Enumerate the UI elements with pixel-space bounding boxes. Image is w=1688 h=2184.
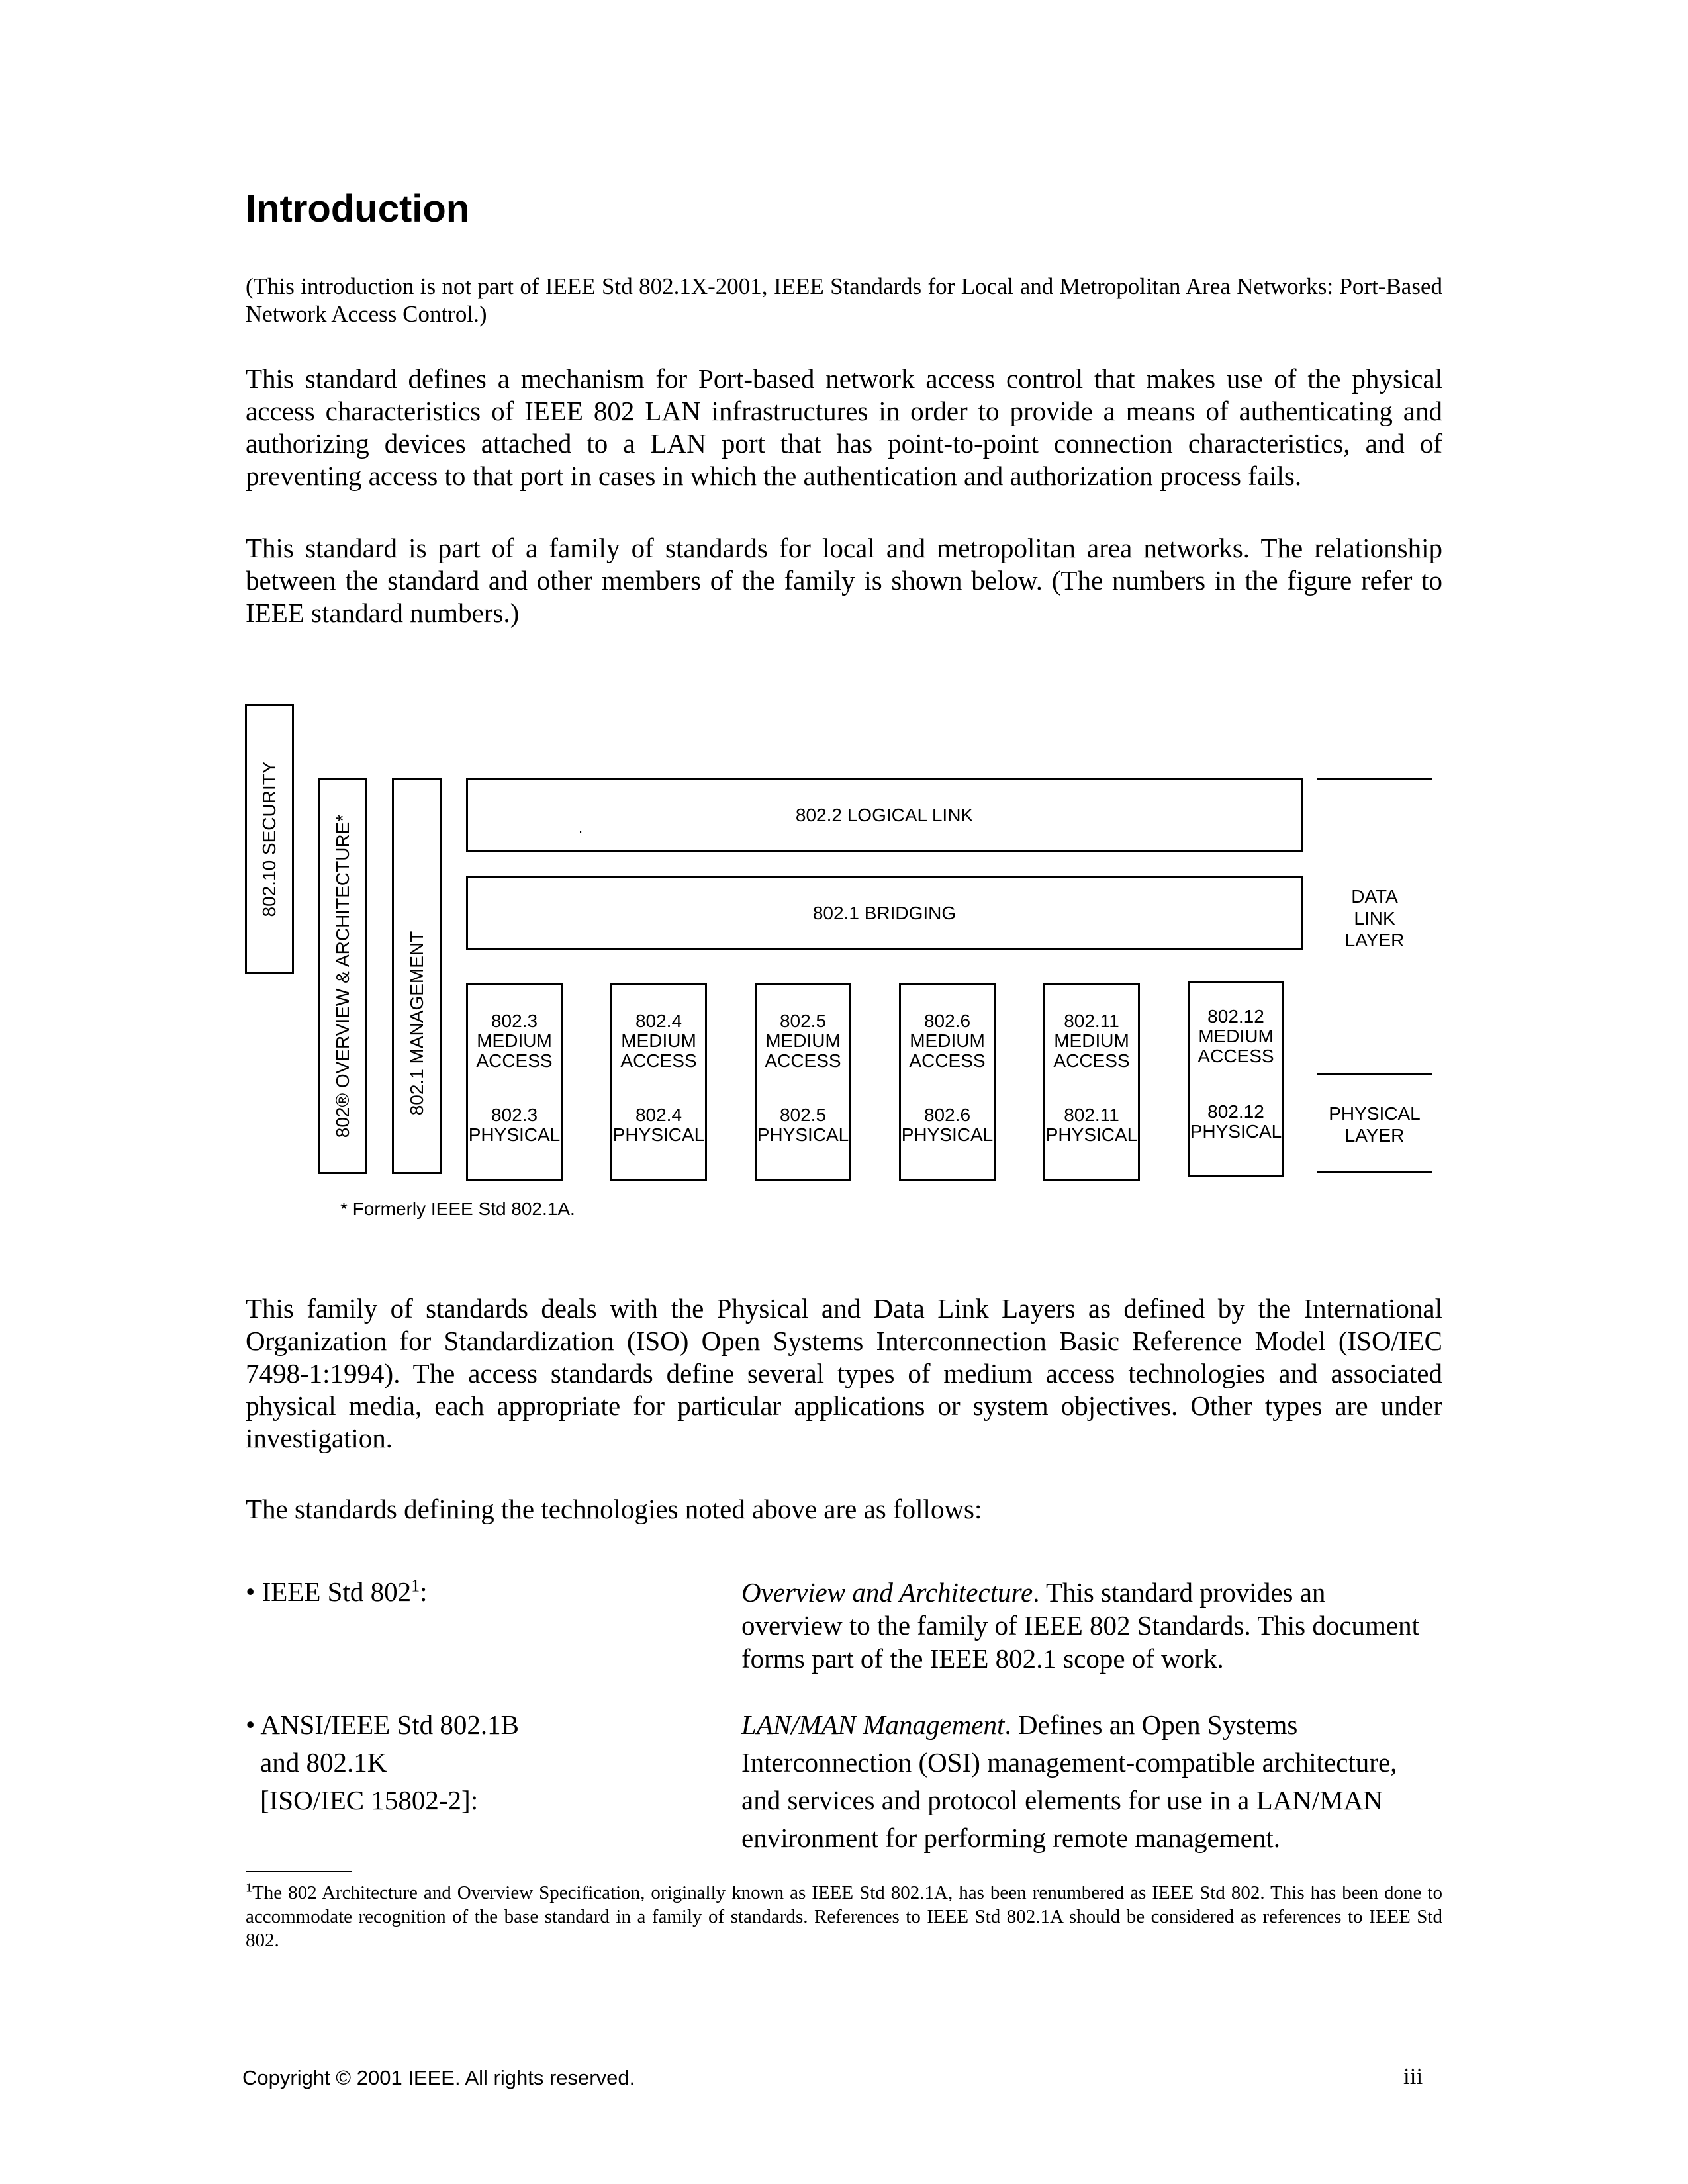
standard-column-802-4	[610, 983, 707, 1181]
mac-word-1: MEDIUM	[1198, 1026, 1274, 1046]
figure-footnote: * Formerly IEEE Std 802.1A.	[340, 1199, 575, 1219]
physical-word-1: PHYSICAL	[1329, 1103, 1421, 1124]
definition-desc-802-1b	[741, 1706, 1443, 1857]
physical-bottom-line	[1317, 1171, 1432, 1173]
phy-number: 802.4	[635, 1105, 682, 1125]
management-box	[392, 778, 442, 1174]
bridging-box	[466, 876, 1303, 950]
mac-word-1: MEDIUM	[910, 1030, 985, 1051]
desc-title: Overview and Architecture	[741, 1577, 1033, 1608]
mac-word-2: ACCESS	[476, 1050, 553, 1071]
mac-number: 802.4	[635, 1011, 682, 1031]
phy-word: PHYSICAL	[612, 1124, 705, 1145]
mac-word-1: MEDIUM	[765, 1030, 841, 1051]
mac-word-1: MEDIUM	[477, 1030, 552, 1051]
standard-column-802-12	[1188, 981, 1284, 1177]
copyright-notice: Copyright © 2001 IEEE. All rights reserved.	[242, 2066, 635, 2089]
desc-line-3: and services and protocol elements for use in a LAN/MAN	[741, 1785, 1383, 1815]
phy-number: 802.6	[923, 1105, 971, 1125]
standard-column-802-11	[1043, 983, 1140, 1181]
phy-word: PHYSICAL	[1190, 1121, 1282, 1142]
overview-architecture-box	[318, 778, 367, 1174]
stray-dot: .	[579, 819, 583, 836]
phy-word: PHYSICAL	[757, 1124, 849, 1145]
footnote	[246, 1881, 1442, 1952]
phy-word: PHYSICAL	[1045, 1124, 1138, 1145]
footnote-mark: 1	[246, 1880, 252, 1895]
security-box	[245, 704, 294, 974]
mac-number: 802.5	[779, 1011, 827, 1031]
page-number: iii	[1403, 2064, 1423, 2089]
desc-title: LAN/MAN Management	[741, 1709, 1005, 1740]
data-link-layer-label	[1317, 886, 1432, 951]
mac-word-2: ACCESS	[909, 1050, 986, 1071]
definition-desc-ieee-802	[741, 1576, 1443, 1675]
mac-number: 802.3	[491, 1011, 538, 1031]
desc-line-3: forms part of the IEEE 802.1 scope of work.	[741, 1643, 1224, 1674]
standard-column-802-5	[755, 983, 851, 1181]
security-label: 802.10 SECURITY	[259, 761, 279, 917]
logical-link-box	[466, 778, 1303, 852]
logical-link-label: 802.2 LOGICAL LINK	[795, 804, 974, 825]
paragraph-1: This standard defines a mechanism for Port-based network access control that makes use of the physical access characteristics of IEEE 802 LAN infrastructures in order to provide a means of authenticating and authorizing devices attached to a LAN port that has point-to-point connection characteristics, and of preventing access to that port in cases in which the authentication and authorization process fails.	[246, 363, 1442, 491]
mac-word-2: ACCESS	[1197, 1046, 1274, 1066]
footnote-text: The 802 Architecture and Overview Specification, originally known as IEEE Std 802.1A, has been renumbered as IEEE Std 802. This has been done to accommodate recognition of the base standard in a family of standards. References to IEEE Std 802.1A should be considered as references to IEEE Std 802.	[246, 1882, 1442, 1951]
phy-word: PHYSICAL	[901, 1124, 994, 1145]
data-link-top-line	[1317, 778, 1432, 780]
standard-column-802-3	[466, 983, 563, 1181]
desc-line-1: . Defines an Open Systems	[1004, 1709, 1298, 1740]
phy-number: 802.11	[1064, 1105, 1119, 1125]
layer-divider-line	[1317, 1073, 1432, 1075]
desc-line-2: overview to the family of IEEE 802 Standards. This document	[741, 1610, 1420, 1641]
desc-line-1: . This standard provides an	[1033, 1577, 1326, 1608]
term-line-3: [ISO/IEC 15802-2]:	[260, 1785, 479, 1815]
phy-word: PHYSICAL	[468, 1124, 561, 1145]
mac-number: 802.12	[1207, 1006, 1264, 1026]
mac-number: 802.6	[923, 1011, 971, 1031]
mac-word-2: ACCESS	[765, 1050, 841, 1071]
paragraph-3: This family of standards deals with the Physical and Data Link Layers as defined by the International Organization for Standardization (ISO) Open Systems Interconnection Basic Reference Model (ISO/IEC 7498-1:1994). The access standards define several types of medium access technologies and associated physical media, each appropriate for particular applications or system objectives. Other types are under investigation.	[246, 1293, 1442, 1453]
term-line-2: and 802.1K	[260, 1747, 387, 1778]
management-label: 802.1 MANAGEMENT	[406, 931, 427, 1116]
term-suffix: :	[420, 1576, 428, 1607]
data-link-word-2: LINK	[1354, 908, 1395, 929]
mac-word-2: ACCESS	[1053, 1050, 1130, 1071]
desc-line-2: Interconnection (OSI) management-compatible architecture,	[741, 1747, 1397, 1778]
footnote-ref: 1	[411, 1576, 420, 1596]
data-link-word-1: DATA	[1351, 886, 1398, 907]
mac-word-1: MEDIUM	[621, 1030, 696, 1051]
page-title: Introduction	[246, 187, 470, 230]
term-line-1: • ANSI/IEEE Std 802.1B	[246, 1709, 519, 1740]
mac-word-1: MEDIUM	[1054, 1030, 1129, 1051]
footnote-rule	[246, 1871, 352, 1872]
standard-column-802-6	[899, 983, 996, 1181]
phy-number: 802.12	[1207, 1101, 1264, 1122]
physical-word-2: LAYER	[1344, 1125, 1405, 1146]
phy-number: 802.3	[491, 1105, 538, 1125]
phy-number: 802.5	[779, 1105, 827, 1125]
bridging-label: 802.1 BRIDGING	[812, 902, 957, 923]
data-link-word-3: LAYER	[1344, 930, 1405, 950]
desc-line-4: environment for performing remote management.	[741, 1823, 1281, 1853]
paragraph-4: The standards defining the technologies noted above are as follows:	[246, 1494, 982, 1524]
overview-architecture-label: 802® OVERVIEW & ARCHITECTURE*	[332, 814, 353, 1138]
mac-number: 802.11	[1064, 1011, 1119, 1031]
mac-word-2: ACCESS	[620, 1050, 697, 1071]
definition-term-ieee-802	[246, 1576, 709, 1608]
physical-layer-label	[1317, 1103, 1432, 1146]
definition-term-802-1b	[246, 1706, 709, 1819]
intro-note: (This introduction is not part of IEEE Std 802.1X-2001, IEEE Standards for Local and Metropolitan Area Networks: Port-Based Network Access Control.)	[246, 273, 1442, 327]
paragraph-2: This standard is part of a family of standards for local and metropolitan area networks. The relationship between the standard and other members of the family is shown below. (The numbers in the figure refer to IEEE standard numbers.)	[246, 533, 1442, 628]
term-prefix: • IEEE Std 802	[246, 1576, 412, 1607]
